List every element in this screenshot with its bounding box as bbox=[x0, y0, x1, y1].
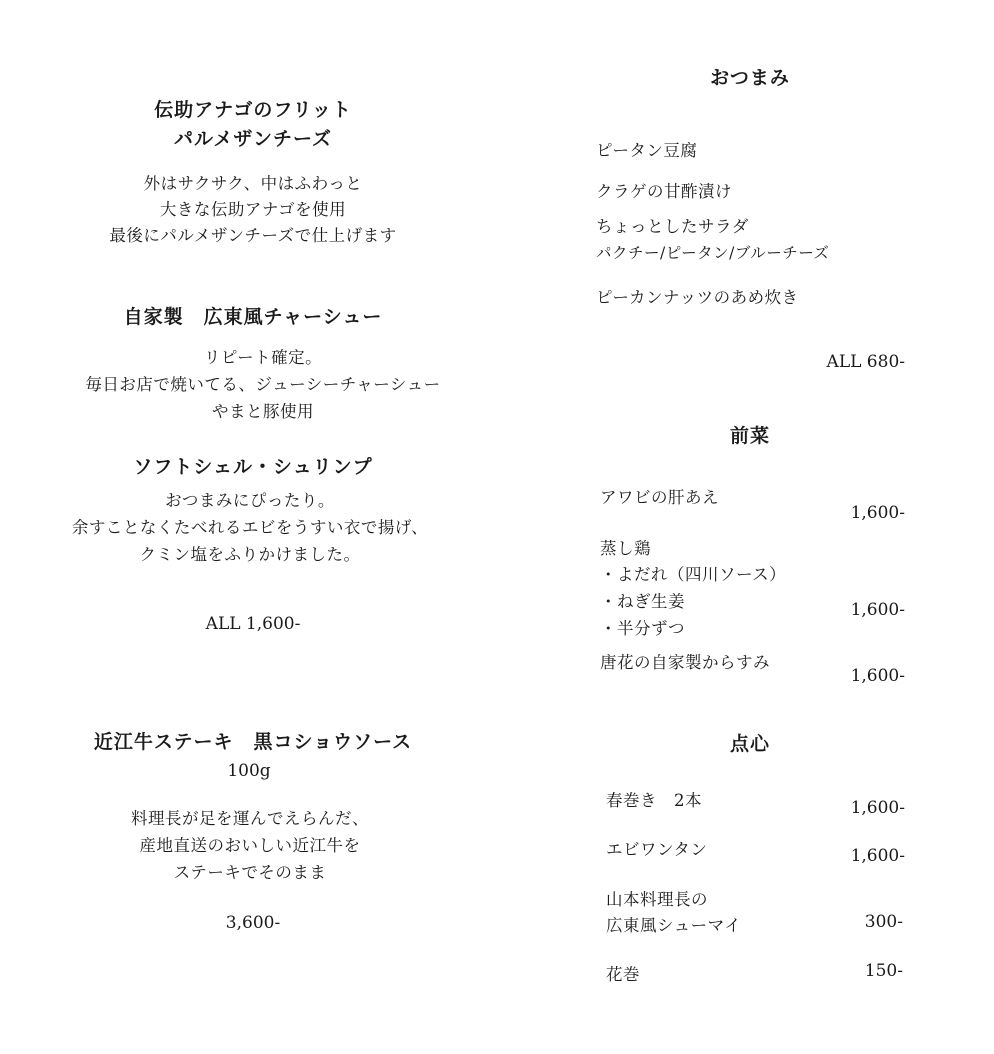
steak-weight: 100g bbox=[227, 761, 271, 781]
shrimp-title: ソフトシェル・シュリンプ bbox=[133, 456, 373, 478]
otsumami-item-pecan: ピーカンナッツのあめ炊き bbox=[596, 288, 799, 307]
charsiu-desc-line3: やまと豚使用 bbox=[212, 402, 314, 421]
zensai-item-awabi: アワビの肝あえ bbox=[600, 488, 719, 507]
tenshin-item-wonton: エビワンタン bbox=[606, 840, 708, 859]
tenshin-item-wonton-price: 1,600- bbox=[850, 846, 905, 866]
otsumami-item-kurage: クラゲの甘酢漬け bbox=[596, 182, 732, 201]
tenshin-item-shumai-line2: 広東風シューマイ bbox=[606, 916, 742, 935]
tenshin-item-harumaki: 春巻き 2本 bbox=[606, 791, 702, 810]
shrimp-desc-line2: 余すことなくたべれるエビをうすい衣で揚げ、 bbox=[71, 518, 429, 537]
shrimp-desc-line3: クミン塩をふりかけました。 bbox=[139, 545, 361, 564]
steak-desc-line3: ステーキでそのまま bbox=[173, 863, 327, 882]
left-all-price: ALL 1,600- bbox=[205, 614, 301, 634]
anago-title-line1: 伝助アナゴのフリット bbox=[154, 99, 352, 121]
zensai-mushidori-option-yodare: ・よだれ（四川ソース） bbox=[600, 565, 787, 584]
tenshin-item-hanamaki-price: 150- bbox=[864, 961, 903, 981]
charsiu-desc-line2: 毎日お店で焼いてる、ジューシーチャーシュー bbox=[85, 375, 441, 394]
tenshin-item-hanamaki: 花巻 bbox=[606, 965, 640, 984]
otsumami-item-salad: ちょっとしたサラダ bbox=[596, 217, 749, 236]
zensai-item-mushidori: 蒸し鶏 bbox=[600, 539, 651, 558]
zensai-item-mushidori-price: 1,600- bbox=[850, 600, 905, 620]
otsumami-item-pitan: ピータン豆腐 bbox=[596, 141, 698, 160]
tenshin-item-shumai-line1: 山本料理長の bbox=[606, 890, 708, 909]
zensai-heading: 前菜 bbox=[729, 425, 771, 447]
steak-desc-line1: 料理長が足を運んでえらんだ、 bbox=[131, 809, 369, 828]
otsumami-item-salad-options: パクチー/ピータン/ブルーチーズ bbox=[596, 244, 830, 262]
anago-desc-line3: 最後にパルメザンチーズで仕上げます bbox=[109, 226, 397, 245]
zensai-item-awabi-price: 1,600- bbox=[850, 503, 905, 523]
anago-desc-line1: 外はサクサク、中はふわっと bbox=[143, 174, 363, 193]
steak-title: 近江牛ステーキ 黒コショウソース bbox=[93, 731, 413, 753]
tenshin-heading: 点心 bbox=[729, 733, 771, 755]
anago-desc-line2: 大きな伝助アナゴを使用 bbox=[159, 200, 347, 219]
charsiu-desc-line1: リピート確定。 bbox=[203, 348, 323, 367]
zensai-mushidori-option-negi: ・ねぎ生姜 bbox=[600, 592, 685, 611]
zensai-item-karasumi: 唐花の自家製からすみ bbox=[600, 653, 770, 672]
zensai-mushidori-option-half: ・半分ずつ bbox=[600, 619, 685, 638]
steak-price: 3,600- bbox=[225, 913, 281, 933]
zensai-item-karasumi-price: 1,600- bbox=[850, 666, 905, 686]
otsumami-heading: おつまみ bbox=[710, 67, 790, 89]
otsumami-price: ALL 680- bbox=[826, 352, 905, 372]
shrimp-desc-line1: おつまみにぴったり。 bbox=[165, 491, 335, 510]
anago-title-line2: パルメザンチーズ bbox=[173, 128, 333, 150]
charsiu-title: 自家製 広東風チャーシュー bbox=[123, 306, 383, 328]
steak-desc-line2: 産地直送のおいしい近江牛を bbox=[139, 836, 361, 855]
tenshin-item-shumai-price: 300- bbox=[864, 912, 903, 932]
tenshin-item-harumaki-price: 1,600- bbox=[850, 798, 905, 818]
